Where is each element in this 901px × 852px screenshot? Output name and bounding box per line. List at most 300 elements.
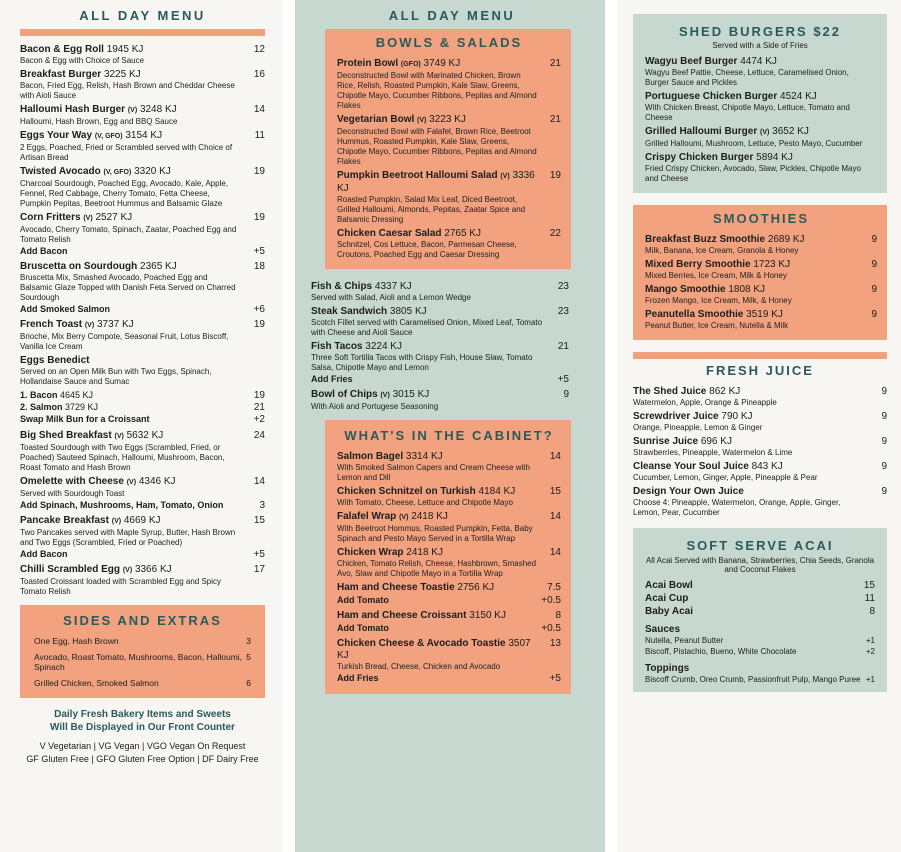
sides-title: SIDES AND EXTRAS bbox=[63, 613, 222, 628]
diet-tag: (V) bbox=[126, 479, 137, 486]
item-title-line bbox=[645, 152, 875, 164]
item-title-line bbox=[20, 261, 241, 273]
item-description: 2 Eggs, Poached, Fried or Scrambled served with Choice of Artisan Bread bbox=[20, 143, 233, 162]
item-description: Strawberries, Pineapple, Watermelon & Lime bbox=[633, 448, 793, 457]
item-description: Choose 4: Pineapple, Watermelon, Orange, Apple, Ginger, Lemon, Pear, Cucumber bbox=[633, 498, 841, 517]
mains-list bbox=[311, 281, 569, 412]
menu-item-body bbox=[337, 511, 537, 544]
item-kj: 1945 KJ bbox=[106, 44, 144, 55]
item-description: Charcoal Sourdough, Poached Egg, Avocado, Kale, Apple, Fennel, Red Cabbage, Cherry Tomato, Fetta Cheese, Pumpkin Pepitas, Beetroot Hummus and Balsamic Glaze bbox=[20, 179, 229, 208]
menu-item bbox=[337, 638, 561, 672]
addon-label: Add Spinach, Mushrooms, Ham, Tomato, Onion bbox=[20, 500, 224, 510]
addon-price: +5 bbox=[253, 246, 265, 257]
item-name: Pumpkin Beetroot Halloumi Salad bbox=[337, 170, 498, 181]
benedict-option bbox=[20, 402, 265, 413]
addon-price: +0.5 bbox=[541, 595, 561, 606]
menu-item bbox=[633, 436, 887, 458]
item-kj: 2689 KJ bbox=[767, 234, 805, 245]
menu-item-body bbox=[337, 451, 537, 483]
menu-item bbox=[311, 306, 569, 338]
item-price: 19 bbox=[549, 170, 561, 181]
item-kj: 5632 KJ bbox=[126, 430, 164, 441]
item-kj: 3749 KJ bbox=[423, 58, 461, 69]
item-kj: 4474 KJ bbox=[740, 56, 777, 67]
menu-item bbox=[311, 281, 569, 303]
addon-label: Add Tomato bbox=[337, 595, 389, 605]
sauces-list bbox=[645, 636, 875, 657]
cabinet-list bbox=[337, 451, 561, 684]
menu-item-body bbox=[20, 476, 241, 499]
item-price: 15 bbox=[253, 515, 265, 526]
item-price: 21 bbox=[557, 341, 569, 352]
diet-tag: (V) bbox=[380, 392, 390, 399]
diet-tag: (V) bbox=[417, 117, 427, 124]
menu-item bbox=[337, 486, 561, 508]
item-name: Breakfast Buzz Smoothie bbox=[645, 234, 766, 245]
item-price: 9 bbox=[871, 234, 877, 245]
item-title-line bbox=[645, 284, 853, 296]
item-kj: 3150 KJ bbox=[469, 610, 506, 621]
menu-item-body bbox=[633, 436, 863, 458]
item-title-line bbox=[633, 486, 863, 498]
item-kj: 3248 KJ bbox=[139, 104, 177, 115]
menu-item bbox=[20, 430, 265, 473]
item-kj: 3223 KJ bbox=[429, 114, 466, 125]
item-title-line bbox=[633, 411, 863, 423]
item-kj: 3519 KJ bbox=[746, 309, 783, 320]
menu-item bbox=[645, 606, 875, 618]
item-name: Protein Bowl bbox=[337, 58, 399, 69]
menu-item-body bbox=[645, 309, 853, 331]
menu-item-body bbox=[20, 564, 241, 597]
item-price: 15 bbox=[863, 580, 875, 591]
diet-tag: (V) bbox=[127, 107, 138, 114]
menu-item-body bbox=[20, 212, 241, 245]
menu-item-body bbox=[311, 281, 545, 303]
item-name: Ham and Cheese Toastie bbox=[337, 582, 455, 593]
item-title-line bbox=[337, 451, 537, 463]
item-name: Pancake Breakfast bbox=[20, 515, 109, 526]
menu-item-body bbox=[20, 69, 241, 101]
item-kj: 3154 KJ bbox=[125, 130, 163, 141]
addon-price: +0.5 bbox=[541, 623, 561, 634]
menu-column-1 bbox=[0, 0, 283, 852]
toppings-list bbox=[645, 675, 875, 685]
menu-item-body bbox=[20, 430, 241, 473]
item-title-line bbox=[645, 126, 875, 139]
heading-underline bbox=[20, 29, 265, 36]
item-description: Mixed Berries, Ice Cream, Milk & Honey bbox=[645, 271, 787, 280]
smoothies-box bbox=[633, 205, 887, 340]
item-description: Turkish Bread, Cheese, Chicken and Avocado bbox=[337, 662, 501, 671]
diet-tag: (V) bbox=[399, 514, 409, 521]
item-price: 9 bbox=[881, 386, 887, 397]
item-name: Falafel Wrap bbox=[337, 511, 397, 522]
item-price: 23 bbox=[557, 306, 569, 317]
juice-list bbox=[633, 386, 887, 518]
item-price: 9 bbox=[881, 486, 887, 497]
pair-row bbox=[645, 647, 875, 657]
menu-item-body bbox=[633, 461, 863, 483]
item-name: Cleanse Your Soul Juice bbox=[633, 461, 749, 472]
item-title-line bbox=[645, 259, 853, 271]
item-description: Fried Crispy Chicken, Avocado, Slaw, Pickles, Chipotle Mayo and Cheese bbox=[645, 164, 861, 183]
item-name: Vegetarian Bowl bbox=[337, 114, 415, 125]
item-kj: 4524 KJ bbox=[780, 91, 817, 102]
item-name: Baby Acai bbox=[645, 606, 693, 617]
menu-item bbox=[20, 104, 265, 127]
item-name: Bowl of Chips bbox=[311, 389, 378, 400]
item-title-line bbox=[20, 212, 241, 225]
breakfast-list bbox=[20, 44, 265, 597]
option-price: +2 bbox=[253, 414, 265, 425]
item-kj: 4346 KJ bbox=[138, 476, 176, 487]
item-price: 8 bbox=[555, 610, 561, 621]
menu-item bbox=[20, 261, 265, 303]
diet-tag: (V) bbox=[760, 129, 770, 136]
item-name: Bacon & Egg Roll bbox=[20, 44, 104, 55]
item-title-line bbox=[20, 130, 241, 143]
item-addon bbox=[20, 246, 265, 257]
item-name: Design Your Own Juice bbox=[633, 486, 744, 497]
menu-item bbox=[645, 152, 875, 184]
item-description: Grilled Halloumi, Mushroom, Lettuce, Pesto Mayo, Cucumber bbox=[645, 139, 863, 148]
option-name: Swap Milk Bun for a Croissant bbox=[20, 414, 150, 424]
item-description: Two Pancakes served with Maple Syrup, Butter, Hash Brown and Two Eggs (Scrambled, Fried or Poached) bbox=[20, 528, 236, 547]
menu-item bbox=[645, 580, 875, 592]
item-kj: 1723 KJ bbox=[753, 259, 791, 270]
menu-item-body bbox=[645, 580, 851, 592]
menu-item-body bbox=[337, 610, 537, 622]
menu-item bbox=[337, 511, 561, 544]
item-price: 9 bbox=[563, 389, 569, 400]
menu-item-body bbox=[645, 234, 853, 256]
item-description: With Tomato, Cheese, Lettuce and Chipotle Mayo bbox=[337, 498, 513, 507]
item-kj: 2365 KJ bbox=[140, 261, 177, 272]
juice-title: FRESH JUICE bbox=[706, 363, 814, 378]
pair-row bbox=[34, 652, 251, 672]
bowls-list bbox=[337, 58, 561, 260]
menu-item bbox=[633, 411, 887, 433]
pair-label: Grilled Chicken, Smoked Salmon bbox=[34, 678, 159, 688]
diet-tag: (V, GFO) bbox=[103, 169, 132, 176]
item-kj: 790 KJ bbox=[721, 411, 753, 422]
menu-item-body bbox=[337, 58, 537, 111]
menu-item-body bbox=[311, 389, 545, 412]
item-title-line bbox=[645, 91, 875, 103]
menu-item bbox=[311, 389, 569, 412]
menu-item-body bbox=[337, 486, 537, 508]
item-kj: 3507 KJ bbox=[337, 638, 531, 661]
item-price: 18 bbox=[253, 261, 265, 272]
item-price: 9 bbox=[881, 436, 887, 447]
option-label bbox=[20, 402, 98, 413]
addon-label: Add Smoked Salmon bbox=[20, 304, 111, 314]
item-title-line bbox=[20, 44, 241, 56]
menu-heading-2: ALL DAY MENU bbox=[388, 8, 516, 23]
item-price: 21 bbox=[549, 58, 561, 69]
dietary-legend: V Vegetarian | VG Vegan | VGO Vegan On Request GF Gluten Free | GFO Gluten Free Option | DF Dairy Free bbox=[26, 741, 259, 764]
item-description: Three Soft Tortilla Tacos with Crispy Fish, House Slaw, Tomato Salsa, Chipotle Mayo and Lemon bbox=[311, 353, 533, 372]
option-name: 1. Bacon bbox=[20, 390, 58, 400]
item-description: Chicken, Tomato Relish, Cheese, Hashbrown, Smashed Avo, Slaw and Chipotle Mayo in a Tortilla Wrap bbox=[337, 559, 537, 578]
menu-item bbox=[337, 114, 561, 167]
addon-price: +6 bbox=[253, 304, 265, 315]
item-name: Big Shed Breakfast bbox=[20, 430, 112, 441]
menu-item bbox=[645, 309, 877, 331]
pair-price: +1 bbox=[865, 636, 875, 645]
menu-item-body bbox=[20, 355, 241, 387]
menu-item bbox=[20, 212, 265, 245]
item-title-line bbox=[337, 610, 537, 622]
menu-item-body bbox=[645, 56, 875, 88]
item-description: Avocado, Cherry Tomato, Spinach, Zaatar, Poached Egg and Tomato Relish bbox=[20, 225, 237, 244]
menu-item bbox=[337, 58, 561, 111]
pair-price: +2 bbox=[865, 647, 875, 656]
diet-tag: (V) bbox=[122, 567, 133, 574]
item-kj: 1808 KJ bbox=[728, 284, 766, 295]
item-price: 14 bbox=[549, 547, 561, 558]
menu-item bbox=[20, 69, 265, 101]
item-name: Wagyu Beef Burger bbox=[645, 56, 738, 67]
item-title-line bbox=[311, 389, 545, 402]
item-kj: 3366 KJ bbox=[134, 564, 172, 575]
item-kj: 2756 KJ bbox=[457, 582, 495, 593]
addon-label: Add Tomato bbox=[337, 623, 389, 633]
sides-box bbox=[20, 605, 265, 698]
item-title-line bbox=[645, 606, 851, 618]
item-description: Bacon, Fried Egg, Relish, Hash Brown and Cheddar Cheese with Aioli Sauce bbox=[20, 81, 235, 100]
item-name: Chicken Caesar Salad bbox=[337, 228, 442, 239]
pair-row bbox=[645, 636, 875, 646]
juice-bar bbox=[633, 352, 887, 359]
item-name: Salmon Bagel bbox=[337, 451, 404, 462]
menu-item-body bbox=[645, 593, 851, 605]
item-description: Peanut Butter, Ice Cream, Nutella & Milk bbox=[645, 321, 789, 330]
menu-item bbox=[337, 582, 561, 594]
item-kj: 4184 KJ bbox=[478, 486, 516, 497]
menu-item bbox=[20, 515, 265, 548]
item-description: With Chicken Breast, Chipotle Mayo, Lettuce, Tomato and Cheese bbox=[645, 103, 850, 122]
item-kj: 3314 KJ bbox=[405, 451, 443, 462]
menu-item-body bbox=[337, 638, 537, 672]
item-title-line bbox=[337, 228, 537, 240]
menu-item-body bbox=[20, 261, 241, 303]
menu-item bbox=[633, 461, 887, 483]
menu-item bbox=[20, 476, 265, 499]
pair-row bbox=[645, 675, 875, 685]
menu-item-body bbox=[645, 259, 853, 281]
pair-price: 5 bbox=[246, 652, 251, 662]
menu-item-body bbox=[20, 104, 241, 127]
benedict-option bbox=[20, 414, 265, 425]
item-name: Chicken Cheese & Avocado Toastie bbox=[337, 638, 506, 649]
menu-item bbox=[20, 130, 265, 163]
pair-label: One Egg, Hash Brown bbox=[34, 636, 119, 646]
menu-item bbox=[645, 91, 875, 123]
option-name: 2. Salmon bbox=[20, 402, 63, 412]
menu-item bbox=[311, 341, 569, 373]
item-name: Crispy Chicken Burger bbox=[645, 152, 754, 163]
menu-item bbox=[645, 234, 877, 256]
option-label bbox=[20, 414, 150, 425]
item-price: 15 bbox=[549, 486, 561, 497]
benedict-option bbox=[20, 390, 265, 401]
option-kj: 3729 KJ bbox=[65, 402, 99, 412]
menu-item-body bbox=[20, 515, 241, 548]
toppings-title: Toppings bbox=[645, 663, 690, 674]
item-kj: 2527 KJ bbox=[95, 212, 133, 223]
item-title-line bbox=[633, 436, 863, 448]
item-title-line bbox=[20, 166, 241, 179]
item-price: 11 bbox=[254, 130, 265, 141]
item-price: 12 bbox=[253, 44, 265, 55]
diet-tag: (V, GFO) bbox=[94, 133, 123, 140]
item-kj: 3805 KJ bbox=[389, 306, 427, 317]
addon-label: Add Bacon bbox=[20, 549, 68, 559]
item-kj: 3015 KJ bbox=[392, 389, 430, 400]
item-price: 11 bbox=[864, 593, 875, 604]
item-title-line bbox=[20, 430, 241, 443]
item-name: Portuguese Chicken Burger bbox=[645, 91, 778, 102]
item-price: 17 bbox=[253, 564, 265, 575]
item-title-line bbox=[337, 582, 537, 594]
acai-list bbox=[645, 580, 875, 618]
menu-item-body bbox=[645, 152, 875, 184]
cabinet-title: WHAT'S IN THE CABINET? bbox=[344, 428, 554, 443]
item-name: Fish Tacos bbox=[311, 341, 363, 352]
burgers-list bbox=[645, 56, 875, 184]
addon-label: Add Fries bbox=[311, 374, 353, 384]
item-kj: 3225 KJ bbox=[103, 69, 141, 80]
item-name: Chicken Schnitzel on Turkish bbox=[337, 486, 476, 497]
item-price: 14 bbox=[549, 451, 561, 462]
diet-tag: (V) bbox=[111, 518, 122, 525]
cabinet-box bbox=[325, 420, 571, 694]
pair-row bbox=[34, 678, 251, 688]
item-name: Corn Fritters bbox=[20, 212, 81, 223]
item-description: Toasted Sourdough with Two Eggs (Scrambled, Fried, or Poached) Sauteed Spinach, Halloumi, Mushroom, Bacon, Roast Tomato and Hash Brown bbox=[20, 443, 225, 472]
burgers-box bbox=[633, 14, 887, 193]
option-kj: 4645 KJ bbox=[60, 390, 94, 400]
item-kj: 2765 KJ bbox=[444, 228, 481, 239]
item-name: Acai Bowl bbox=[645, 580, 693, 591]
item-price: 24 bbox=[253, 430, 265, 441]
item-addon bbox=[337, 623, 561, 634]
item-description: Orange, Pineapple, Lemon & Ginger bbox=[633, 423, 763, 432]
diet-tag: (GFO) bbox=[400, 61, 421, 68]
item-title-line bbox=[20, 564, 241, 577]
item-price: 14 bbox=[253, 476, 265, 487]
addon-label: Add Fries bbox=[337, 673, 379, 683]
burgers-title: SHED BURGERS $22 bbox=[678, 24, 842, 39]
item-description: Bacon & Egg with Choice of Sauce bbox=[20, 56, 145, 65]
pair-label: Avocado, Roast Tomato, Mushrooms, Bacon, Halloumi, Spinach bbox=[34, 652, 243, 672]
item-title-line bbox=[645, 234, 853, 246]
menu-item bbox=[645, 593, 875, 605]
pair-price: +1 bbox=[865, 675, 875, 684]
option-price: 19 bbox=[253, 390, 265, 401]
pair-row bbox=[34, 636, 251, 646]
addon-price: +5 bbox=[557, 374, 569, 385]
item-description: Served on an Open Milk Bun with Two Eggs, Spinach, Hollandaise Sauce and Sumac bbox=[20, 367, 212, 386]
bakery-note: Daily Fresh Bakery Items and Sweets Will Be Displayed in Our Front Counter bbox=[50, 709, 235, 733]
item-description: With Beetroot Hommus, Roasted Pumpkin, Fetta, Baby Spinach and Pesto Mayo Served in a Tortilla Wrap bbox=[337, 524, 533, 543]
item-addon bbox=[337, 673, 561, 684]
smoothies-title: SMOOTHIES bbox=[712, 211, 809, 226]
item-name: Eggs Your Way bbox=[20, 130, 93, 141]
item-price: 13 bbox=[549, 638, 561, 649]
item-kj: 3320 KJ bbox=[134, 166, 171, 177]
item-kj: 2418 KJ bbox=[411, 511, 448, 522]
item-price: 9 bbox=[871, 284, 877, 295]
item-name: Omelette with Cheese bbox=[20, 476, 124, 487]
item-name: Steak Sandwich bbox=[311, 306, 388, 317]
item-description: With Aioli and Portugese Seasoning bbox=[311, 402, 439, 411]
item-title-line bbox=[20, 319, 241, 332]
menu-item bbox=[337, 610, 561, 622]
item-price: 16 bbox=[253, 69, 265, 80]
item-addon bbox=[20, 304, 265, 315]
item-kj: 3224 KJ bbox=[365, 341, 402, 352]
item-kj: 3336 KJ bbox=[337, 170, 535, 194]
menu-item-body bbox=[20, 130, 241, 163]
option-label bbox=[20, 390, 93, 401]
item-title-line bbox=[20, 104, 241, 117]
menu-item-body bbox=[337, 114, 537, 167]
item-description: With Smoked Salmon Capers and Cream Cheese with Lemon and Dill bbox=[337, 463, 530, 482]
item-kj: 4669 KJ bbox=[123, 515, 161, 526]
acai-box bbox=[633, 528, 887, 692]
bowls-box bbox=[325, 29, 571, 269]
item-name: Eggs Benedict bbox=[20, 355, 90, 366]
pair-label: Biscoff Crumb, Oreo Crumb, Passionfruit Pulp, Mango Puree bbox=[645, 675, 861, 684]
item-addon bbox=[20, 549, 265, 560]
item-price: 8 bbox=[869, 606, 875, 617]
sauces-title: Sauces bbox=[645, 624, 681, 635]
item-price: 22 bbox=[549, 228, 561, 239]
menu-item-body bbox=[633, 486, 863, 518]
menu-item bbox=[20, 166, 265, 209]
item-price: 9 bbox=[881, 461, 887, 472]
menu-item bbox=[337, 170, 561, 225]
item-name: Ham and Cheese Croissant bbox=[337, 610, 467, 621]
item-addon bbox=[311, 374, 569, 385]
item-name: Twisted Avocado bbox=[20, 166, 101, 177]
diet-tag: (V) bbox=[114, 433, 124, 440]
menu-item bbox=[645, 56, 875, 88]
acai-title: SOFT SERVE ACAI bbox=[686, 538, 834, 553]
item-description: Served with Salad, Aioli and a Lemon Wedge bbox=[311, 293, 471, 302]
item-name: French Toast bbox=[20, 319, 83, 330]
item-description: Bruscetta Mix, Smashed Avocado, Poached Egg and Balsamic Glaze Topped with Danish Feta Served on Charred Sourdough bbox=[20, 273, 236, 302]
addon-label: Add Bacon bbox=[20, 246, 68, 256]
item-price: 19 bbox=[253, 166, 265, 177]
item-price: 23 bbox=[557, 281, 569, 292]
item-description: Frozen Mango, Ice Cream, Milk, & Honey bbox=[645, 296, 792, 305]
menu-item bbox=[645, 259, 877, 281]
item-description: Milk, Banana, Ice Cream, Granola & Honey bbox=[645, 246, 799, 255]
item-name: Peanutella Smoothie bbox=[645, 309, 744, 320]
menu-item bbox=[20, 355, 265, 387]
menu-column-3 bbox=[617, 0, 901, 852]
pair-price: 3 bbox=[246, 636, 251, 646]
item-title-line bbox=[645, 580, 851, 592]
item-description: Brioche, Mix Berry Compote, Seasonal Fruit, Lotus Biscoff, Vanilla Ice Cream bbox=[20, 332, 229, 351]
item-name: Acai Cup bbox=[645, 593, 689, 604]
menu-item-body bbox=[645, 284, 853, 306]
menu-item-body bbox=[337, 547, 537, 579]
